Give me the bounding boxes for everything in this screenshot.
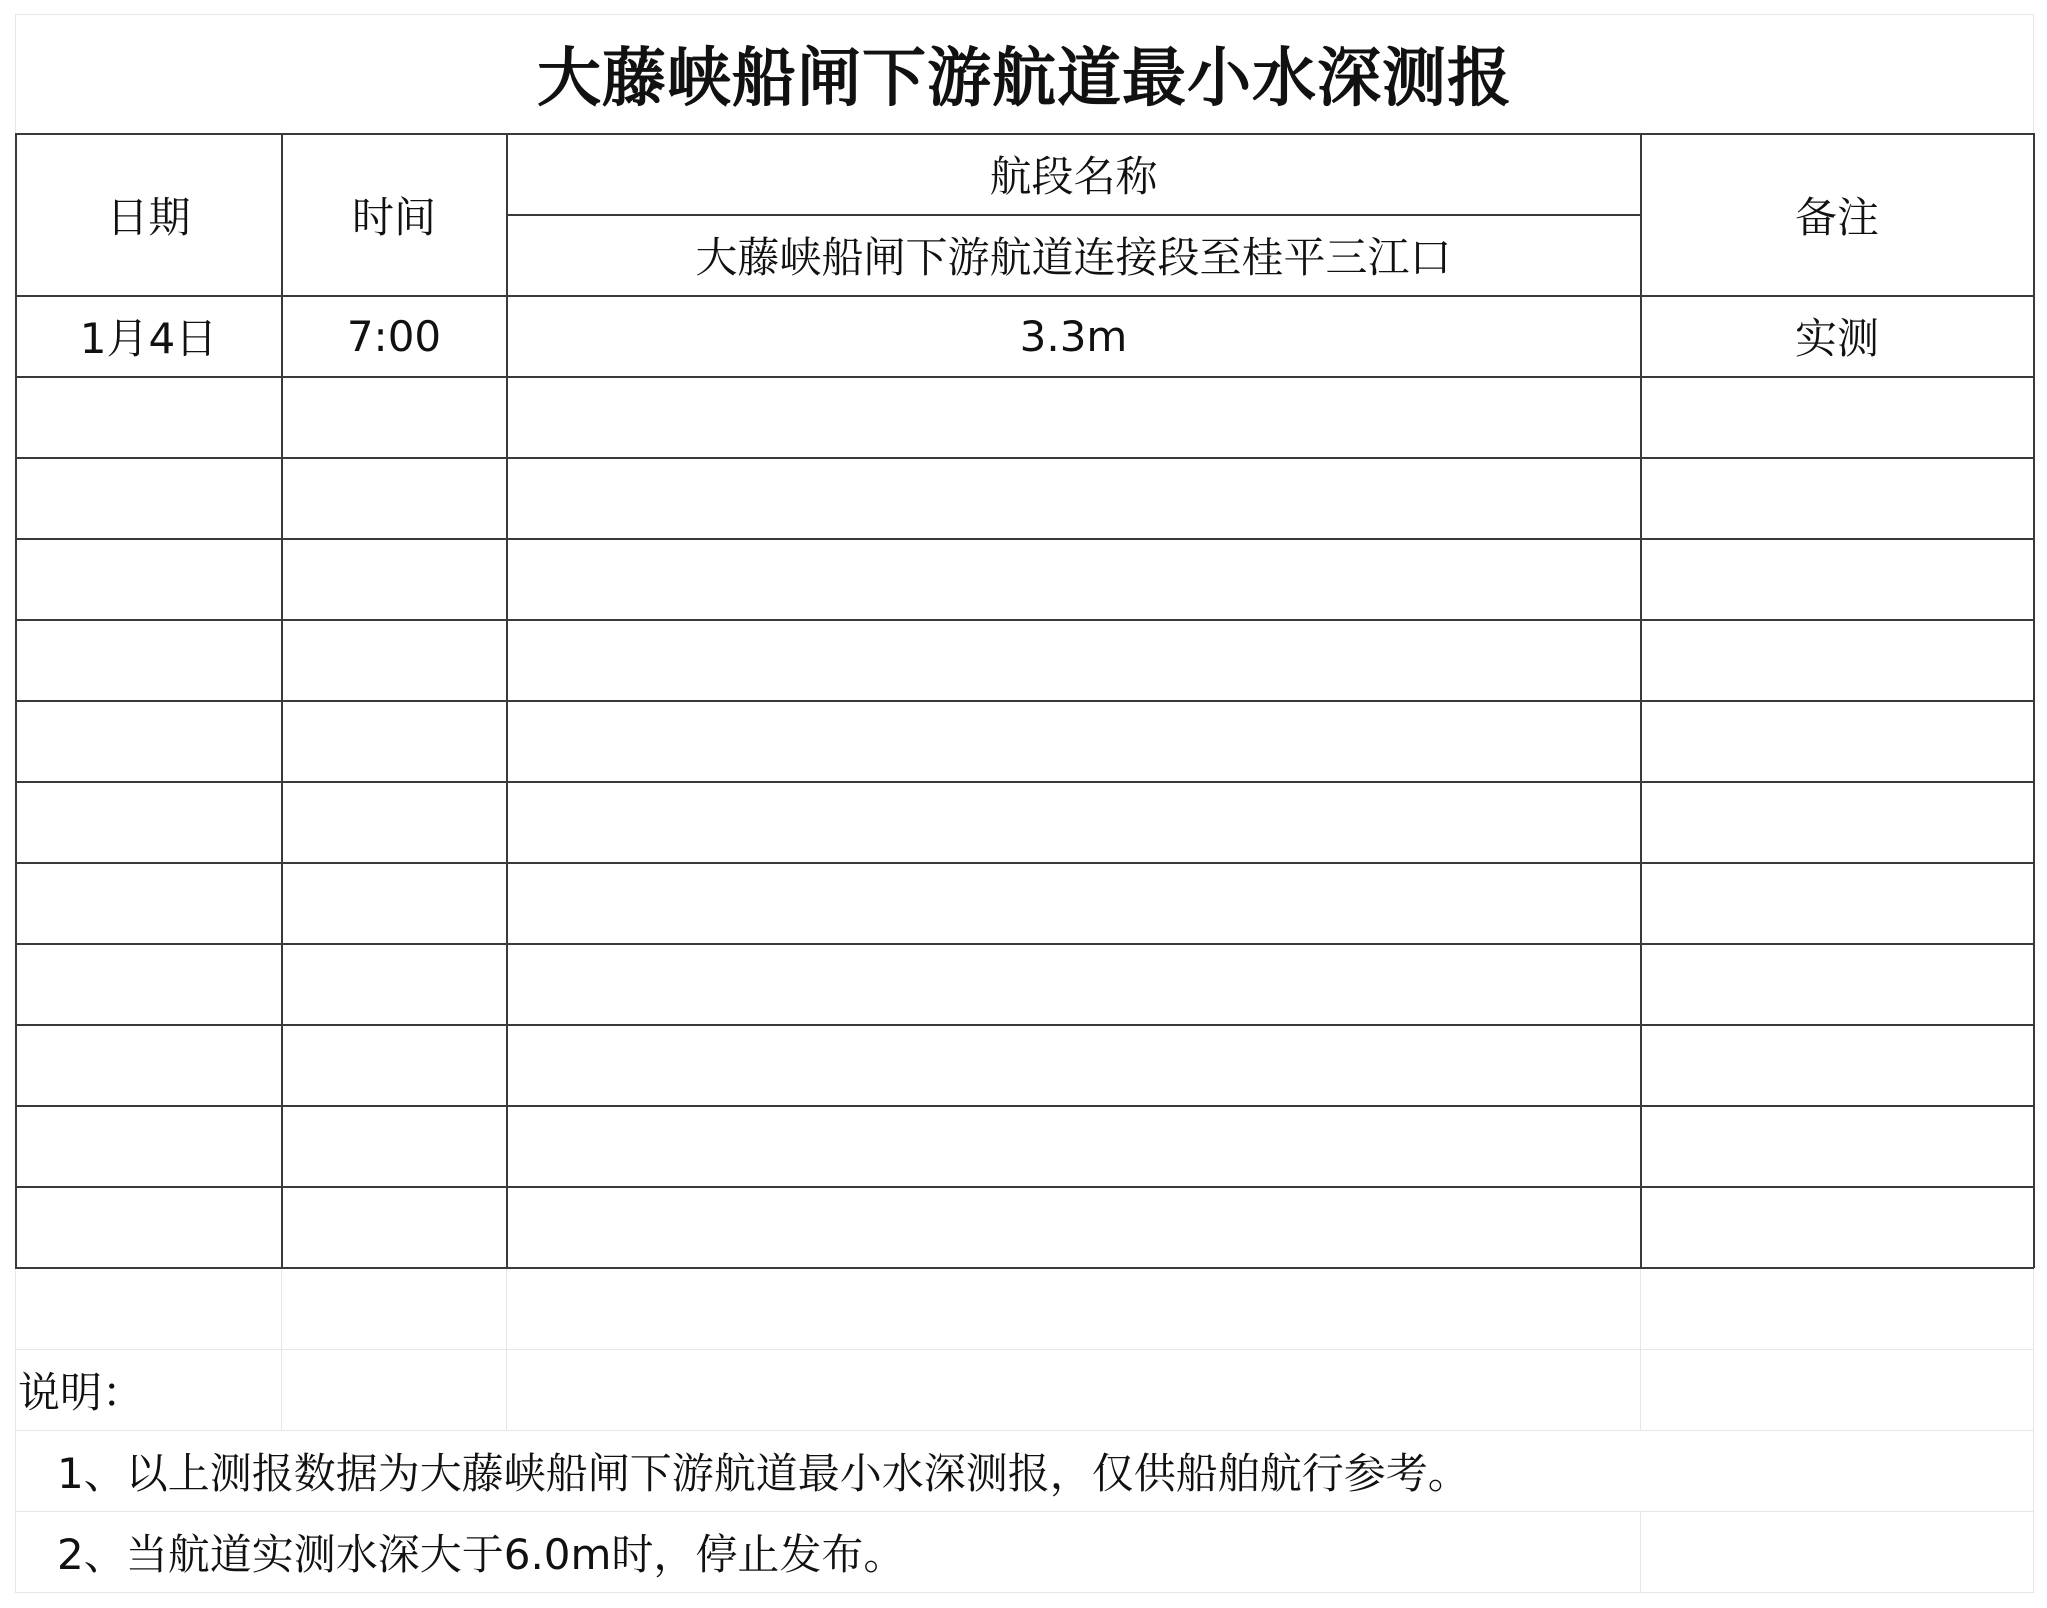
table-border [15,376,2034,378]
cell-date: 1月4日 [79,314,218,363]
table-border [15,1186,2034,1188]
cell-depth: 3.3m [1019,311,1128,361]
table-border [15,1105,2034,1107]
table-border [15,943,2034,945]
sheet-gridline [2033,1268,2034,1592]
note-item: 1、以上测报数据为大藤峡船闸下游航道最小水深测报，仅供船舶航行参考。 [57,1449,1470,1498]
sheet-gridline [1640,1511,1641,1592]
table-border [15,619,2034,621]
sheet-gridline [15,1268,16,1592]
sheet-gridline [506,1268,507,1430]
sheet-gridline [15,1349,2034,1350]
header-segment-name: 大藤峡船闸下游航道连接段至桂平三江口 [695,233,1452,282]
note-item: 2、当航道实测水深大于6.0m时，停止发布。 [57,1530,906,1579]
table-border [15,457,2034,459]
header-segment-group: 航段名称 [989,152,1158,201]
table-border [2033,133,2035,1268]
table-border [15,1267,2034,1269]
sheet-gridline [281,1268,282,1430]
table-border [15,538,2034,540]
table-border [15,781,2034,783]
cell-remark: 实测 [1794,314,1879,363]
notes-heading: 说明： [18,1368,145,1417]
report-title: 大藤峡船闸下游航道最小水深测报 [537,42,1512,116]
table-border [15,700,2034,702]
header-time: 时间 [351,192,436,242]
sheet-gridline [15,1592,2034,1593]
cell-time: 7:00 [346,311,442,361]
table-border [15,1024,2034,1026]
table-border [15,862,2034,864]
header-date: 日期 [106,192,191,242]
sheet-gridline [1640,1268,1641,1430]
header-remarks: 备注 [1794,192,1879,242]
